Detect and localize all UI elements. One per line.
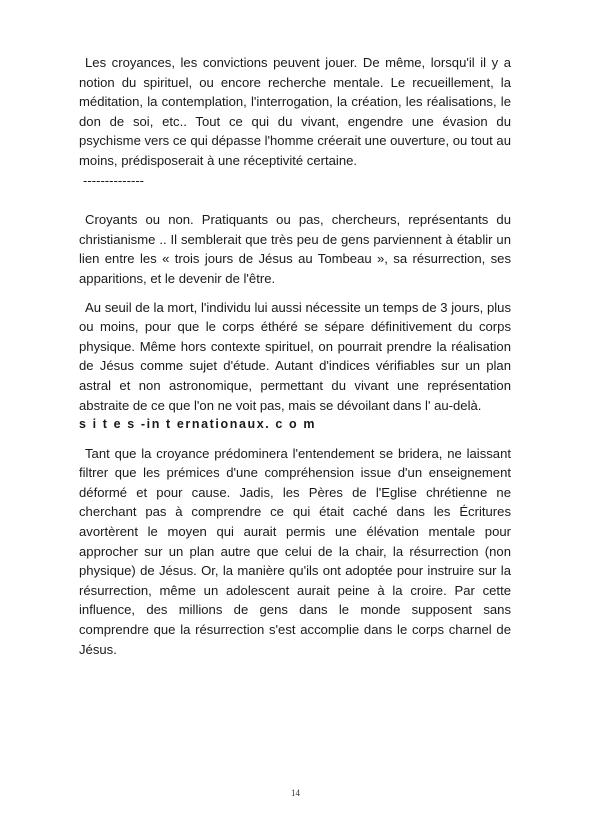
spacer [79, 435, 511, 444]
spacer [79, 190, 511, 210]
website-reference: s i t e s -in t ernationaux. c o m [79, 417, 317, 432]
page-content [79, 53, 511, 659]
separator-line: -------------- [83, 172, 145, 188]
paragraph-1: Les croyances, les convictions peuvent jouer. De même, lorsqu'il il y a notion du spirituel, ou encore recherche mentale. Le recueillement, la méditation, la contemplation, l'interrogation, la création, les réalisations, le don de soi, etc.. Tout ce qui du vivant, engendre une évasion du psychisme vers ce qui dépasse l'homme créerait une ouverture, ou tout au moins, prédisposerait à une réceptivité certaine. [79, 55, 511, 168]
page-number: 14 [291, 788, 300, 798]
paragraph-3: Au seuil de la mort, l'individu lui aussi nécessite un temps de 3 jours, plus ou moins, pour que le corps éthéré se sépare définitivement du corps physique. Même hors contexte spirituel, on pourrait prendre la réalisation de Jésus comme sujet d'étude. Autant d'indices vérifiables sur un plan astral et non astronomique, permettant du vivant une représentation abstraite de ce que l'on ne voit pas, mais se dévoilant dans l' au-delà. [79, 299, 511, 413]
spacer [79, 289, 511, 298]
paragraph-4: Tant que la croyance prédominera l'entendement se bridera, ne laissant filtrer que les prémices d'une compréhension issue d'un enseignement déformé et pour cause. Jadis, les Pères de l'Eglise chrétienne ne cherchant pas à comprendre ce qui était caché dans les Écritures avortèrent le moyen qui aurait permis une élévation mentale pour approcher sur un plan autre que celui de la chair, la résurrection (non physique) de Jésus. Or, la manière qu'ils ont adoptée pour instruire sur la résurrection, même un adolescent aurait peine à la croire. Par cette influence, des millions de gens dans le monde supposent sans comprendre que la résurrection s'est accomplie dans le corps charnel de Jésus. [79, 445, 511, 657]
paragraph-2: Croyants ou non. Pratiquants ou pas, chercheurs, représentants du christianisme .. Il semblerait que très peu de gens parviennent à établir un lien entre les « trois jours de Jésus au Tombeau », sa résurrection, ses apparitions, et le devenir de l'être. [79, 212, 511, 286]
